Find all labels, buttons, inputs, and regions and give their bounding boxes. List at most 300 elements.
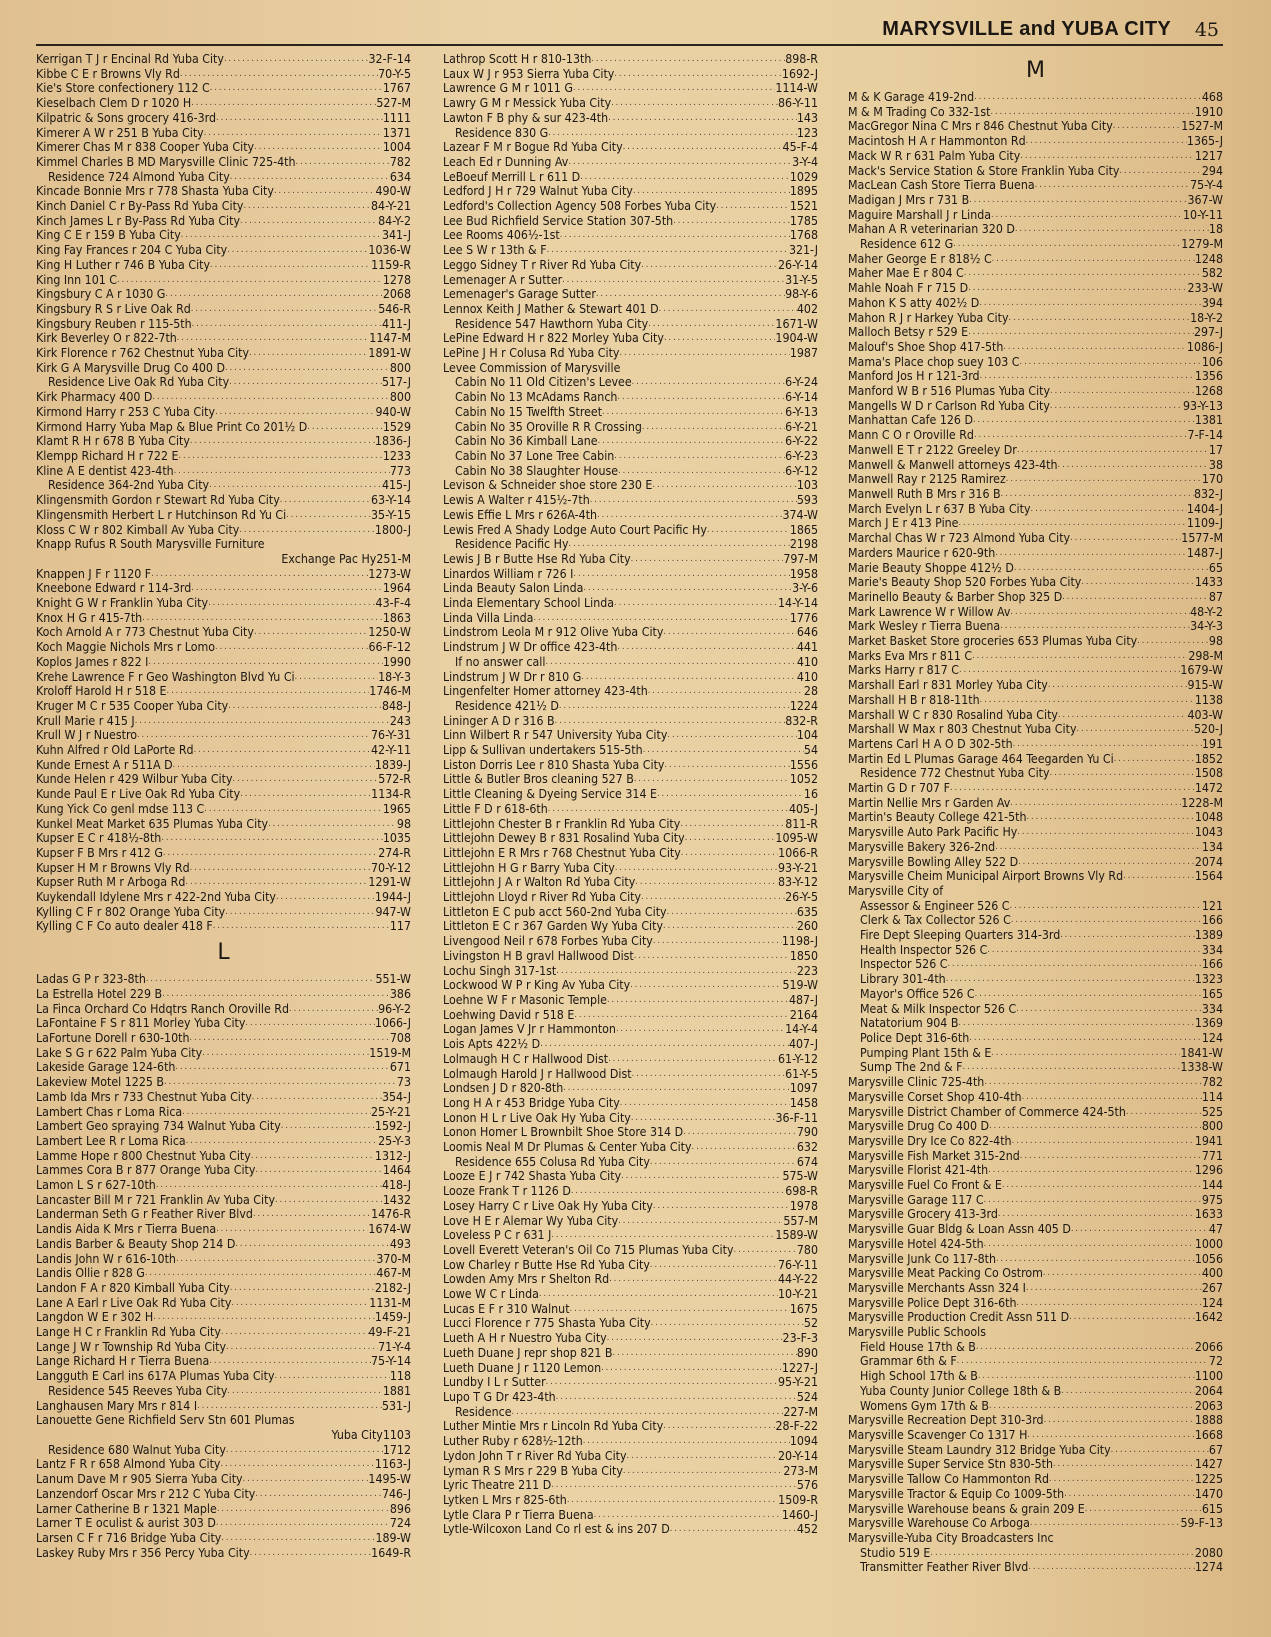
phone-number: 294 — [1201, 163, 1223, 178]
phone-number: 1863 — [382, 610, 411, 625]
listing-entry — [36, 346, 411, 361]
listing-name: Looze Frank T r 1126 D — [443, 1184, 571, 1199]
listing-name: Lowe W C r Linda — [443, 1287, 539, 1302]
listing-name: Lee S W r 13th & F — [443, 243, 547, 258]
phone-number: 1163-J — [374, 1457, 411, 1472]
dot-leader — [286, 508, 371, 523]
dot-leader — [648, 317, 775, 332]
listing-name: Kung Yick Co genl mdse 113 C — [36, 801, 205, 816]
listing-name: Field House 17th & B — [860, 1339, 976, 1354]
listing-name: Kie's Store confectionery 112 C — [36, 81, 210, 96]
listing-entry — [443, 1111, 818, 1126]
listing-entry — [36, 743, 411, 758]
phone-number: 411-J — [381, 316, 411, 331]
listing-name: Lueth A H r Nuestro Yuba City — [443, 1331, 607, 1346]
dot-leader — [707, 523, 790, 538]
listing-name: Natatorium 904 B — [860, 1016, 959, 1031]
listing-name: Marysville Warehouse Co Arboga — [848, 1516, 1030, 1531]
listing-entry — [848, 781, 1223, 796]
listing-name: Loomis Neal M Dr Plumas & Center Yuba City — [443, 1140, 692, 1155]
dot-leader — [137, 728, 371, 743]
listing-name: Krull W J r Nuestro — [36, 728, 137, 743]
listing-entry — [848, 1384, 1223, 1399]
listing-name: Manwell & Manwell attorneys 423-4th — [848, 457, 1058, 472]
listing-entry — [848, 355, 1223, 370]
listing-name: Lucas E F r 310 Walnut — [443, 1301, 570, 1316]
listing-name: King C E r 159 B Yuba City — [36, 228, 181, 243]
phone-number: 403-W — [1187, 707, 1223, 722]
listing-name: Koch Maggie Nichols Mrs r Lomo — [36, 640, 216, 655]
dot-leader — [580, 170, 790, 185]
phone-number: 7-F-14 — [1187, 428, 1223, 443]
dot-leader — [614, 67, 782, 82]
dot-leader — [210, 81, 383, 96]
dot-leader — [614, 449, 785, 464]
listing-name: Fire Dept Sleeping Quarters 314-3rd — [860, 928, 1061, 943]
listing-name: Lowden Amy Mrs r Shelton Rd — [443, 1272, 610, 1287]
listing-name: Lockwood W P r King Av Yuba City — [443, 978, 631, 993]
dot-leader — [296, 155, 390, 170]
listing-entry — [36, 1002, 411, 1017]
phone-number: 189-W — [375, 1530, 411, 1545]
listing-name: Lantz F R r 658 Almond Yuba City — [36, 1457, 221, 1472]
listing-entry — [848, 252, 1223, 267]
listing-name: Lois Apts 422½ D — [443, 1037, 541, 1052]
dot-leader — [620, 1096, 790, 1111]
dot-leader — [210, 258, 371, 273]
phone-number: 6-Y-12 — [785, 463, 818, 478]
phone-number: 1291-W — [368, 875, 411, 890]
dot-leader — [974, 428, 1188, 443]
listing-name: Larner T E oculist & aurist 303 D — [36, 1516, 216, 1531]
listing-entry — [848, 1516, 1223, 1531]
dot-leader — [616, 1022, 785, 1037]
listing-name: Cabin No 38 Slaughter House — [455, 463, 619, 478]
listing-entry — [36, 596, 411, 611]
phone-number: 593 — [796, 493, 818, 508]
listing-name: Kimerer A W r 251 B Yuba City — [36, 125, 204, 140]
phone-number: 166 — [1201, 957, 1223, 972]
dot-leader — [631, 552, 784, 567]
listing-heading: Lanouette Gene Richfield Serv Stn 601 Plumas — [36, 1413, 295, 1428]
listing-name: Lewis J B r Butte Hse Rd Yuba City — [443, 551, 631, 566]
dot-leader — [989, 1119, 1202, 1134]
listing-entry — [848, 1413, 1223, 1428]
dot-leader — [643, 743, 804, 758]
phone-number: 520-J — [1193, 722, 1223, 737]
listing-name: Kingsbury Reuben r 115-5th — [36, 316, 192, 331]
listing-name: Lamon L S r 627-10th — [36, 1178, 156, 1193]
phone-number: 708 — [389, 1031, 411, 1045]
listing-entry — [443, 993, 818, 1008]
dot-leader — [1126, 1105, 1202, 1120]
phone-number: 370-M — [376, 1251, 411, 1266]
dot-leader — [551, 1478, 797, 1493]
listing-name: Cabin No 36 Kimball Lane — [455, 434, 598, 449]
listing-entry — [848, 605, 1223, 620]
phone-number: 93-Y-21 — [778, 860, 818, 875]
dot-leader — [984, 1193, 1202, 1208]
phone-number: 25-Y-21 — [371, 1104, 411, 1119]
phone-number: 441 — [796, 640, 818, 655]
phone-number: 134 — [1201, 839, 1223, 854]
listing-entry — [848, 737, 1223, 752]
phone-number: 1356 — [1194, 369, 1223, 384]
listing-name: Martin Ed L Plumas Garage 464 Teegarden Yu Ci — [848, 751, 1114, 766]
dot-leader — [1070, 531, 1181, 546]
dot-leader — [984, 1075, 1202, 1090]
listing-entry — [443, 1081, 818, 1096]
phone-number: 6-Y-13 — [785, 404, 818, 419]
listing-name: Littlejohn Lloyd r River Rd Yuba City — [443, 890, 642, 905]
listing-entry — [848, 443, 1223, 458]
phone-number: 6-Y-14 — [785, 390, 818, 405]
listing-entry — [36, 1502, 411, 1517]
phone-number: 2063 — [1194, 1398, 1223, 1413]
dot-leader — [959, 663, 1180, 678]
listing-name: Lewis Effie L Mrs r 626A-4th — [443, 507, 598, 522]
listing-entry — [36, 861, 411, 876]
phone-number: 26-Y-14 — [778, 257, 818, 272]
dot-leader — [281, 1119, 375, 1134]
dot-leader — [253, 1207, 371, 1222]
listing-name: Transmitter Feather River Blvd — [860, 1560, 1029, 1575]
phone-number: 106 — [1201, 354, 1223, 369]
listing-heading: Marysville City of — [848, 883, 944, 898]
listing-entry — [848, 663, 1223, 678]
dot-leader — [148, 655, 382, 670]
dot-leader — [250, 1546, 372, 1561]
listing-entry — [443, 1346, 818, 1361]
listing-entry — [443, 964, 818, 979]
listing-name: Marshall W C r 830 Rosalind Yuba City — [848, 707, 1058, 722]
dot-leader — [1000, 619, 1190, 634]
phone-number: 1895 — [789, 184, 818, 199]
listing-name: Lolmaugh Harold J r Hallwood Dist — [443, 1066, 632, 1081]
phone-number: 493 — [389, 1236, 411, 1251]
listing-entry — [36, 228, 411, 243]
listing-entry — [36, 449, 411, 464]
phone-number: 1649-R — [371, 1545, 411, 1560]
listing-name: Cabin No 13 McAdams Ranch — [455, 390, 618, 405]
listing-entry — [36, 905, 411, 920]
dot-leader — [197, 1399, 382, 1414]
listing-entry — [848, 281, 1223, 296]
phone-number: 1987 — [789, 346, 818, 361]
listing-name: Residence 772 Chestnut Yuba City — [860, 766, 1050, 781]
listing-entry — [443, 67, 818, 82]
listing-name: Police Dept 316-6th — [860, 1031, 970, 1045]
listing-name: Kimmel Charles B MD Marysville Clinic 725-4th — [36, 154, 296, 169]
listing-entry — [848, 399, 1223, 414]
dot-leader — [1028, 1560, 1195, 1575]
dot-leader — [1053, 1457, 1195, 1472]
dot-leader — [988, 1163, 1195, 1178]
listing-name: Grammar 6th & F — [860, 1354, 957, 1369]
dot-leader — [1026, 134, 1187, 149]
phone-number: 1114-W — [775, 81, 818, 96]
listing-entry — [443, 1272, 818, 1287]
listing-entry — [848, 722, 1223, 737]
listing-name: Kuhn Alfred r Old LaPorte Rd — [36, 743, 194, 758]
listing-entry — [848, 1046, 1223, 1061]
listing-name: Littlejohn J A r Walton Rd Yuba City — [443, 875, 636, 890]
listing-name: Marysville Super Service Stn 830-5th — [848, 1457, 1053, 1472]
listing-name: Marysville Garage 117 C — [848, 1192, 984, 1207]
dot-leader — [1113, 119, 1182, 134]
dot-leader — [162, 987, 390, 1002]
phone-number: 1888 — [1194, 1413, 1223, 1428]
listing-entry — [848, 428, 1223, 443]
listing-name: Lueth Duane J r 1120 Lemon — [443, 1360, 602, 1375]
phone-number: 557-M — [783, 1213, 818, 1228]
phone-number: 848-J — [381, 698, 411, 713]
listing-entry — [36, 890, 411, 905]
listing-entry — [443, 728, 818, 743]
phone-number: 1000 — [1194, 1236, 1223, 1251]
dot-leader — [975, 987, 1202, 1002]
listing-name: Lemenager's Garage Sutter — [443, 287, 596, 302]
listing-entry — [36, 772, 411, 787]
dot-leader — [1003, 340, 1187, 355]
listing-entry — [443, 258, 818, 273]
dot-leader — [716, 199, 790, 214]
phone-number: 1785 — [789, 213, 818, 228]
phone-number: 1965 — [382, 801, 411, 816]
phone-number: 170 — [1201, 472, 1223, 487]
listing-entry — [443, 772, 818, 787]
listing-entry — [848, 1060, 1223, 1075]
listing-name: Marinello Beauty & Barber Shop 325 D — [848, 589, 1063, 604]
dot-leader — [249, 346, 368, 361]
listing-entry — [443, 875, 818, 890]
listing-entry — [848, 1354, 1223, 1369]
phone-number: 1460-J — [781, 1507, 818, 1522]
listing-entry — [36, 1193, 411, 1208]
listing-name: Losey Harry C r Live Oak Hy Yuba City — [443, 1198, 653, 1213]
phone-number: 75-Y-14 — [371, 1354, 411, 1369]
listing-name: Kingsbury C A r 1030 G — [36, 287, 166, 302]
listing-name: Koch Arnold A r 773 Chestnut Yuba City — [36, 625, 254, 640]
listing-name: Lake S G r 622 Palm Yuba City — [36, 1045, 203, 1060]
dot-leader — [563, 1081, 790, 1096]
dot-leader — [632, 1067, 786, 1082]
listing-entry — [443, 493, 818, 508]
listing-name: Clerk & Tax Collector 526 C — [860, 913, 1011, 928]
listing-entry — [36, 317, 411, 332]
phone-number: 1312-J — [374, 1148, 411, 1163]
listing-entry — [443, 581, 818, 596]
phone-number: 1389 — [1194, 928, 1223, 943]
listing-name: King Fay Frances r 204 C Yuba City — [36, 243, 228, 258]
listing-entry — [848, 575, 1223, 590]
dot-leader — [227, 243, 368, 258]
listing-entry — [848, 458, 1223, 473]
dot-leader — [182, 1105, 371, 1120]
listing-entry — [443, 1375, 818, 1390]
listing-entry — [36, 170, 411, 185]
listing-name: Lovell Everett Veteran's Oil Co 715 Plumas Yuba City — [443, 1242, 734, 1257]
listing-name: Residence 547 Hawthorn Yuba City — [455, 316, 649, 331]
phone-number: 1248 — [1194, 251, 1223, 266]
listing-name: Marysville Tractor & Equip Co 1009-5th — [848, 1486, 1065, 1501]
listing-entry — [443, 802, 818, 817]
listing-entry — [848, 266, 1223, 281]
dot-leader — [540, 1037, 789, 1052]
dot-leader — [225, 905, 375, 920]
listing-name: Kinch Daniel C r By-Pass Rd Yuba City — [36, 199, 244, 214]
dot-leader — [594, 1508, 782, 1523]
phone-number: 1527-M — [1181, 119, 1223, 134]
phone-number: 76-Y-31 — [371, 728, 411, 743]
listing-entry — [848, 1310, 1223, 1325]
listing-name: Lane A Earl r Live Oak Rd Yuba City — [36, 1295, 232, 1310]
dot-leader — [216, 111, 383, 126]
dot-leader — [664, 758, 789, 773]
listing-name: Logan James V Jr r Hammonton — [443, 1022, 616, 1037]
listing-entry — [848, 1546, 1223, 1561]
phone-number: 1865 — [789, 522, 818, 537]
listing-name: Lewis A Walter r 415½-7th — [443, 493, 590, 508]
listing-entry — [848, 164, 1223, 179]
listing-name: Kirk Pharmacy 400 D — [36, 390, 153, 405]
phone-number: 1225 — [1194, 1472, 1223, 1487]
listing-name: Kunde Helen r 429 Wilbur Yuba City — [36, 772, 233, 787]
listing-entry — [36, 1163, 411, 1178]
dot-leader — [161, 831, 383, 846]
listing-name: Lange Richard H r Tierra Buena — [36, 1354, 210, 1369]
listing-entry — [36, 1472, 411, 1487]
listing-name: Kruger M C r 535 Cooper Yuba City — [36, 698, 229, 713]
phone-number: 947-W — [375, 904, 411, 919]
dot-leader — [581, 670, 797, 685]
phone-number: 83-Y-12 — [778, 875, 818, 890]
dot-leader — [583, 1434, 790, 1449]
listing-entry — [443, 1037, 818, 1052]
dot-leader — [950, 781, 1195, 796]
listing-entry — [848, 369, 1223, 384]
listing-entry — [848, 855, 1223, 870]
dot-leader — [546, 1375, 778, 1390]
dot-leader — [1017, 443, 1209, 458]
dot-leader — [555, 714, 786, 729]
dot-leader — [611, 96, 778, 111]
phone-number: 487-J — [788, 993, 818, 1007]
dot-leader — [275, 1193, 383, 1208]
phone-number: 2182-J — [374, 1280, 411, 1295]
listing-name: Mack W R r 631 Palm Yuba City — [848, 148, 1021, 163]
phone-number: 1508 — [1194, 766, 1223, 781]
listing-entry — [443, 831, 818, 846]
listing-entry — [443, 302, 818, 317]
listing-entry — [36, 493, 411, 508]
listing-entry — [848, 1281, 1223, 1296]
listing-name: Residence 724 Almond Yuba City — [48, 169, 230, 184]
listing-name: Lucci Florence r 775 Shasta Yuba City — [443, 1316, 651, 1331]
phone-number: 251-M — [376, 551, 411, 566]
listing-entry — [443, 758, 818, 773]
listing-name: Martens Carl H A O D 302-5th — [848, 736, 1013, 751]
phone-number: 1990 — [382, 654, 411, 669]
dot-leader — [569, 537, 790, 552]
listing-entry — [36, 1369, 411, 1384]
listing-name: Marysville Police Dept 316-6th — [848, 1295, 1017, 1310]
phone-number: 42-Y-11 — [371, 743, 411, 758]
phone-number: 782 — [389, 154, 411, 169]
listing-name: Lytken L Mrs r 825-6th — [443, 1492, 567, 1507]
phone-number: 367-W — [1187, 192, 1223, 207]
dot-leader — [969, 1031, 1202, 1046]
phone-number: 354-J — [381, 1089, 411, 1104]
listing-name: Linda Beauty Salon Linda — [443, 581, 584, 596]
phone-number: 1109-J — [1186, 516, 1223, 531]
phone-number: 61-Y-5 — [785, 1066, 818, 1081]
listing-name: Lange H C r Franklin Rd Yuba City — [36, 1325, 221, 1340]
listing-entry — [848, 237, 1223, 252]
phone-number: 6-Y-21 — [785, 419, 818, 434]
dot-leader — [178, 449, 382, 464]
column-1 — [36, 52, 411, 1560]
dot-leader — [252, 1090, 382, 1105]
phone-number: 634 — [389, 169, 411, 184]
listing-name: Ledford J H r 729 Walnut Yuba City — [443, 184, 633, 199]
dot-leader — [633, 184, 790, 199]
dot-leader — [974, 90, 1202, 105]
listing-name: Lee Rooms 406½-1st — [443, 228, 560, 243]
dot-leader — [979, 296, 1202, 311]
listing-name: Marysville Dry Ice Co 822-4th — [848, 1133, 1012, 1148]
listing-entry — [443, 199, 818, 214]
phone-number: 452 — [796, 1522, 818, 1537]
listing-entry — [36, 1060, 411, 1075]
listing-name: Long H A r 453 Bridge Yuba City — [443, 1095, 620, 1110]
dot-leader — [642, 420, 785, 435]
phone-number: 386 — [389, 986, 411, 1001]
phone-number: 1564 — [1194, 869, 1223, 884]
listing-name: Lanum Dave M r 905 Sierra Yuba City — [36, 1472, 243, 1487]
listing-entry — [443, 1287, 818, 1302]
listing-name: Kupser H M r Browns Vly Rd — [36, 860, 190, 875]
dot-leader — [173, 758, 375, 773]
dot-leader — [1137, 634, 1209, 649]
phone-number: 1487-J — [1186, 545, 1223, 560]
listing-name: Mark Wesley r Tierra Buena — [848, 619, 1001, 634]
dot-leader — [229, 375, 382, 390]
phone-number: 144 — [1201, 1178, 1223, 1193]
listing-entry — [443, 949, 818, 964]
listing-name: Malouf's Shoe Shop 417-5th — [848, 339, 1004, 354]
phone-number: 3-Y-4 — [792, 154, 818, 169]
listing-name: Lathrop Scott H r 810-13th — [443, 52, 592, 66]
listing-name: Littlejohn E R Mrs r 768 Chestnut Yuba City — [443, 845, 681, 860]
listing-name: Liston Dorris Lee r 810 Shasta Yuba City — [443, 757, 665, 772]
dot-leader — [251, 1149, 375, 1164]
phone-number: 1978 — [789, 1198, 818, 1213]
dot-leader — [231, 1296, 369, 1311]
dot-leader — [608, 111, 797, 126]
listing-entry — [443, 640, 818, 655]
phone-number: 402 — [796, 301, 818, 316]
listing-name: Lewis Fred A Shady Lodge Auto Court Pacific Hy — [443, 522, 707, 537]
page-header — [36, 18, 1223, 46]
listing-entry — [443, 1361, 818, 1376]
listing-entry — [848, 766, 1223, 781]
dot-leader — [990, 105, 1194, 120]
listing-entry — [848, 1134, 1223, 1149]
listing-entry — [36, 140, 411, 155]
phone-number: 646 — [796, 625, 818, 640]
listing-entry — [443, 596, 818, 611]
